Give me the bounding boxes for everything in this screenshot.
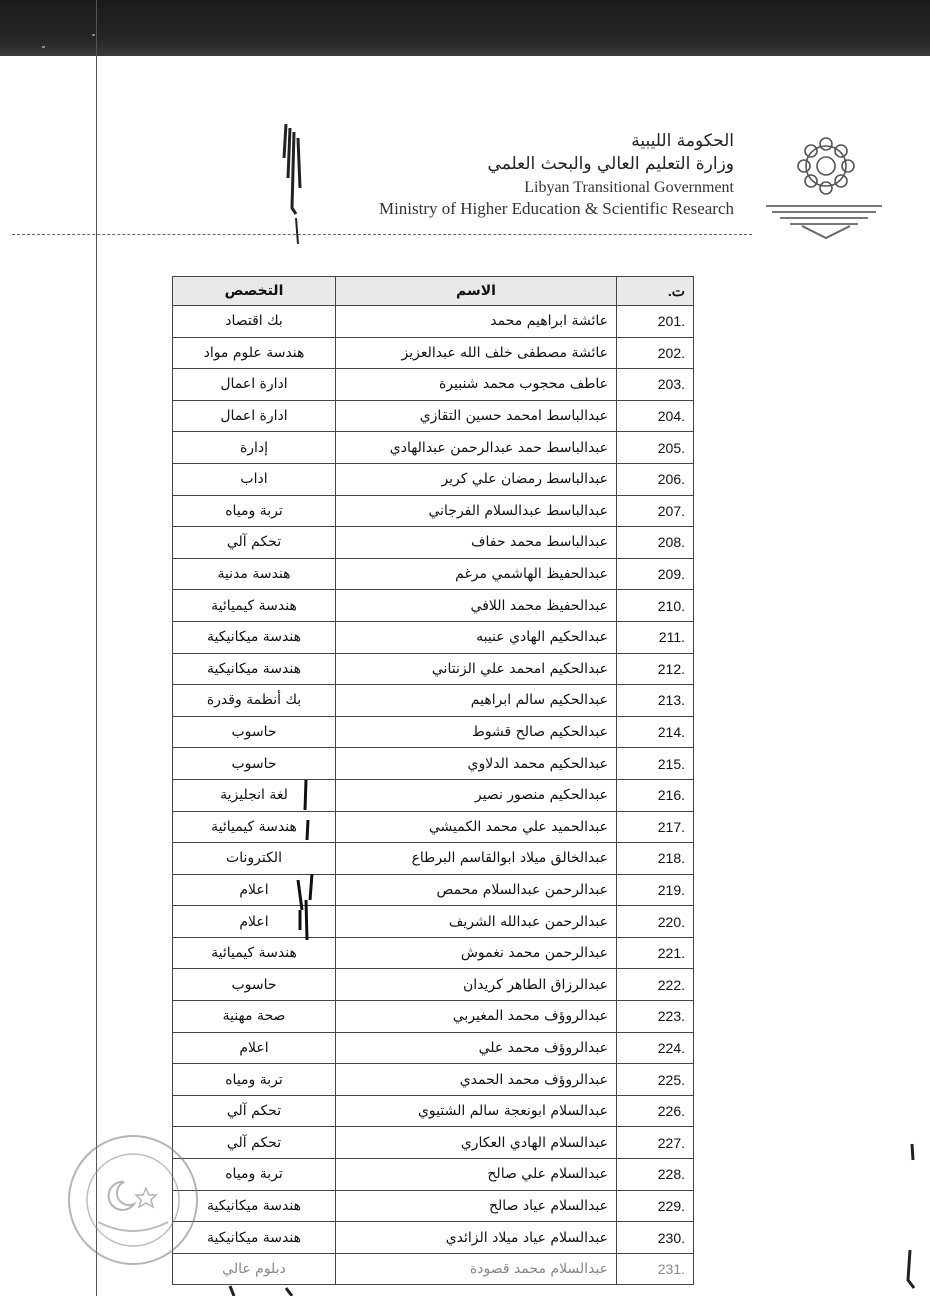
table-row: [173, 906, 694, 938]
row-major: تربة ومياه: [173, 1064, 336, 1096]
row-number: 210.: [617, 590, 694, 622]
row-number: 209.: [617, 558, 694, 590]
row-name: عبدالرحمن محمد نغموش: [336, 937, 617, 969]
row-major: الكترونات: [173, 843, 336, 875]
row-number: 205.: [617, 432, 694, 464]
row-number: 222.: [617, 969, 694, 1001]
table-row: [173, 1253, 694, 1285]
table-row: [173, 621, 694, 653]
row-major: اعلام: [173, 874, 336, 906]
table-row: [173, 1159, 694, 1191]
row-name: عبدالرحمن عبدالسلام محمص: [336, 874, 617, 906]
row-major: هندسة علوم مواد: [173, 337, 336, 369]
handwritten-mark-icon: [226, 1282, 306, 1296]
table-row: [173, 527, 694, 559]
row-major: بك أنظمة وقدرة: [173, 685, 336, 717]
table-row: [173, 969, 694, 1001]
row-major: صحة مهنية: [173, 1001, 336, 1033]
row-name: عائشة ابراهيم محمد: [336, 306, 617, 338]
row-number: 216.: [617, 779, 694, 811]
table-row: [173, 1095, 694, 1127]
table-row: [173, 843, 694, 875]
table-row: [173, 558, 694, 590]
row-name: عبدالروؤف محمد علي: [336, 1032, 617, 1064]
row-number: 212.: [617, 653, 694, 685]
row-number: 224.: [617, 1032, 694, 1064]
row-name: عاطف محجوب محمد شنبيرة: [336, 369, 617, 401]
table-row: [173, 306, 694, 338]
row-number: 219.: [617, 874, 694, 906]
row-major: حاسوب: [173, 969, 336, 1001]
row-name: عائشة مصطفى خلف الله عبدالعزيز: [336, 337, 617, 369]
row-number: 202.: [617, 337, 694, 369]
pen-stroke-icon: [296, 770, 326, 1010]
row-major: هندسة ميكانيكية: [173, 1190, 336, 1222]
row-major: هندسة كيميائية: [173, 937, 336, 969]
row-name: عبدالباسط محمد حفاف: [336, 527, 617, 559]
table-row: [173, 369, 694, 401]
row-major: تحكم آلي: [173, 527, 336, 559]
row-number: 201.: [617, 306, 694, 338]
handwritten-mark-icon: [276, 118, 312, 258]
row-name: عبدالحكيم محمد الدلاوي: [336, 748, 617, 780]
row-major: هندسة كيميائية: [173, 590, 336, 622]
row-name: عبدالرحمن عبدالله الشريف: [336, 906, 617, 938]
table-row: [173, 811, 694, 843]
row-major: هندسة كيميائية: [173, 811, 336, 843]
row-name: عبدالحكيم صالح قشوط: [336, 716, 617, 748]
scan-dark-top-edge: [0, 0, 930, 56]
row-name: عبدالحميد علي محمد الكميشي: [336, 811, 617, 843]
row-number: 220.: [617, 906, 694, 938]
row-name: عبدالروؤف محمد المغيربي: [336, 1001, 617, 1033]
column-header-name: الاسم: [336, 277, 617, 306]
row-name: عبدالحكيم سالم ابراهيم: [336, 685, 617, 717]
row-number: 204.: [617, 400, 694, 432]
row-number: 228.: [617, 1159, 694, 1191]
table-row: [173, 495, 694, 527]
table-row: [173, 432, 694, 464]
row-major: إدارة: [173, 432, 336, 464]
row-name: عبدالحفيظ محمد اللافي: [336, 590, 617, 622]
column-header-number: ت.: [617, 277, 694, 306]
row-number: 211.: [617, 621, 694, 653]
table-row: [173, 1064, 694, 1096]
table-row: [173, 337, 694, 369]
row-major: بك اقتصاد: [173, 306, 336, 338]
table-row: [173, 874, 694, 906]
table-row: [173, 1222, 694, 1254]
table-row: [173, 937, 694, 969]
row-major: هندسة ميكانيكية: [173, 1222, 336, 1254]
table-row: [173, 653, 694, 685]
row-name: عبدالحكيم امحمد علي الزنتاني: [336, 653, 617, 685]
row-number: 207.: [617, 495, 694, 527]
row-number: 231.: [617, 1253, 694, 1285]
row-name: عبدالسلام الهادي العكاري: [336, 1127, 617, 1159]
row-number: 230.: [617, 1222, 694, 1254]
row-number: 223.: [617, 1001, 694, 1033]
row-name: عبدالباسط حمد عبدالرحمن عبدالهادي: [336, 432, 617, 464]
row-major: دبلوم عالي: [173, 1253, 336, 1285]
table-row: [173, 1001, 694, 1033]
row-name: عبدالحفيظ الهاشمي مرغم: [336, 558, 617, 590]
row-name: عبدالخالق ميلاد ابوالقاسم البرطاع: [336, 843, 617, 875]
row-major: حاسوب: [173, 748, 336, 780]
scan-margin-line: [96, 0, 97, 1296]
row-major: ادارة اعمال: [173, 400, 336, 432]
table-row: [173, 590, 694, 622]
table-row: [173, 1032, 694, 1064]
ministry-name-arabic: وزارة التعليم العالي والبحث العلمي: [487, 154, 734, 174]
row-name: عبدالسلام ابونعجة سالم الشتيوي: [336, 1095, 617, 1127]
row-number: 227.: [617, 1127, 694, 1159]
row-major: هندسة ميكانيكية: [173, 653, 336, 685]
column-header-major: التخصص: [173, 277, 336, 306]
row-name: عبدالسلام علي صالح: [336, 1159, 617, 1191]
row-name: عبدالحكيم الهادي عنيبه: [336, 621, 617, 653]
table-row: [173, 779, 694, 811]
ministry-logo-icon: [762, 126, 888, 246]
table-row: [173, 748, 694, 780]
table-row: [173, 716, 694, 748]
row-major: ادارة اعمال: [173, 369, 336, 401]
row-number: 213.: [617, 685, 694, 717]
row-major: اداب: [173, 463, 336, 495]
row-major: هندسة ميكانيكية: [173, 621, 336, 653]
ministry-name-english: Ministry of Higher Education & Scientific Research: [378, 199, 734, 218]
table-row: [173, 1190, 694, 1222]
row-major: تحكم آلي: [173, 1127, 336, 1159]
table-row: [173, 400, 694, 432]
table-row: [173, 463, 694, 495]
official-seal-icon: [58, 1130, 208, 1270]
row-major: لغة انجليزية: [173, 779, 336, 811]
row-name: عبدالسلام عياد ميلاد الزائدي: [336, 1222, 617, 1254]
handwritten-mark-icon: [900, 1140, 924, 1290]
row-number: 208.: [617, 527, 694, 559]
table-row: [173, 685, 694, 717]
row-number: 226.: [617, 1095, 694, 1127]
row-number: 203.: [617, 369, 694, 401]
row-number: 214.: [617, 716, 694, 748]
row-name: عبدالحكيم منصور نصير: [336, 779, 617, 811]
row-major: اعلام: [173, 906, 336, 938]
row-name: عبدالباسط رمضان علي كرير: [336, 463, 617, 495]
government-name-arabic: الحكومة الليبية: [631, 131, 734, 151]
row-name: عبدالرزاق الطاهر كريدان: [336, 969, 617, 1001]
row-major: تربة ومياه: [173, 1159, 336, 1191]
row-number: 215.: [617, 748, 694, 780]
row-number: 225.: [617, 1064, 694, 1096]
table-row: [173, 1127, 694, 1159]
row-number: 218.: [617, 843, 694, 875]
header-divider: [12, 234, 752, 235]
table-header-row: [173, 277, 694, 306]
row-major: هندسة مدنية: [173, 558, 336, 590]
row-major: اعلام: [173, 1032, 336, 1064]
row-name: عبدالسلام محمد قصودة: [336, 1253, 617, 1285]
row-number: 221.: [617, 937, 694, 969]
row-number: 229.: [617, 1190, 694, 1222]
row-name: عبدالباسط امحمد حسين التقازي: [336, 400, 617, 432]
row-major: تربة ومياه: [173, 495, 336, 527]
row-number: 206.: [617, 463, 694, 495]
row-number: 217.: [617, 811, 694, 843]
row-major: تحكم آلي: [173, 1095, 336, 1127]
names-table: [172, 276, 694, 1285]
government-name-english: Libyan Transitional Government: [524, 179, 734, 196]
row-name: عبدالروؤف محمد الحمدي: [336, 1064, 617, 1096]
letterhead: [314, 130, 734, 220]
row-major: حاسوب: [173, 716, 336, 748]
row-name: عبدالسلام عياد صالح: [336, 1190, 617, 1222]
row-name: عبدالباسط عبدالسلام الفرجاني: [336, 495, 617, 527]
